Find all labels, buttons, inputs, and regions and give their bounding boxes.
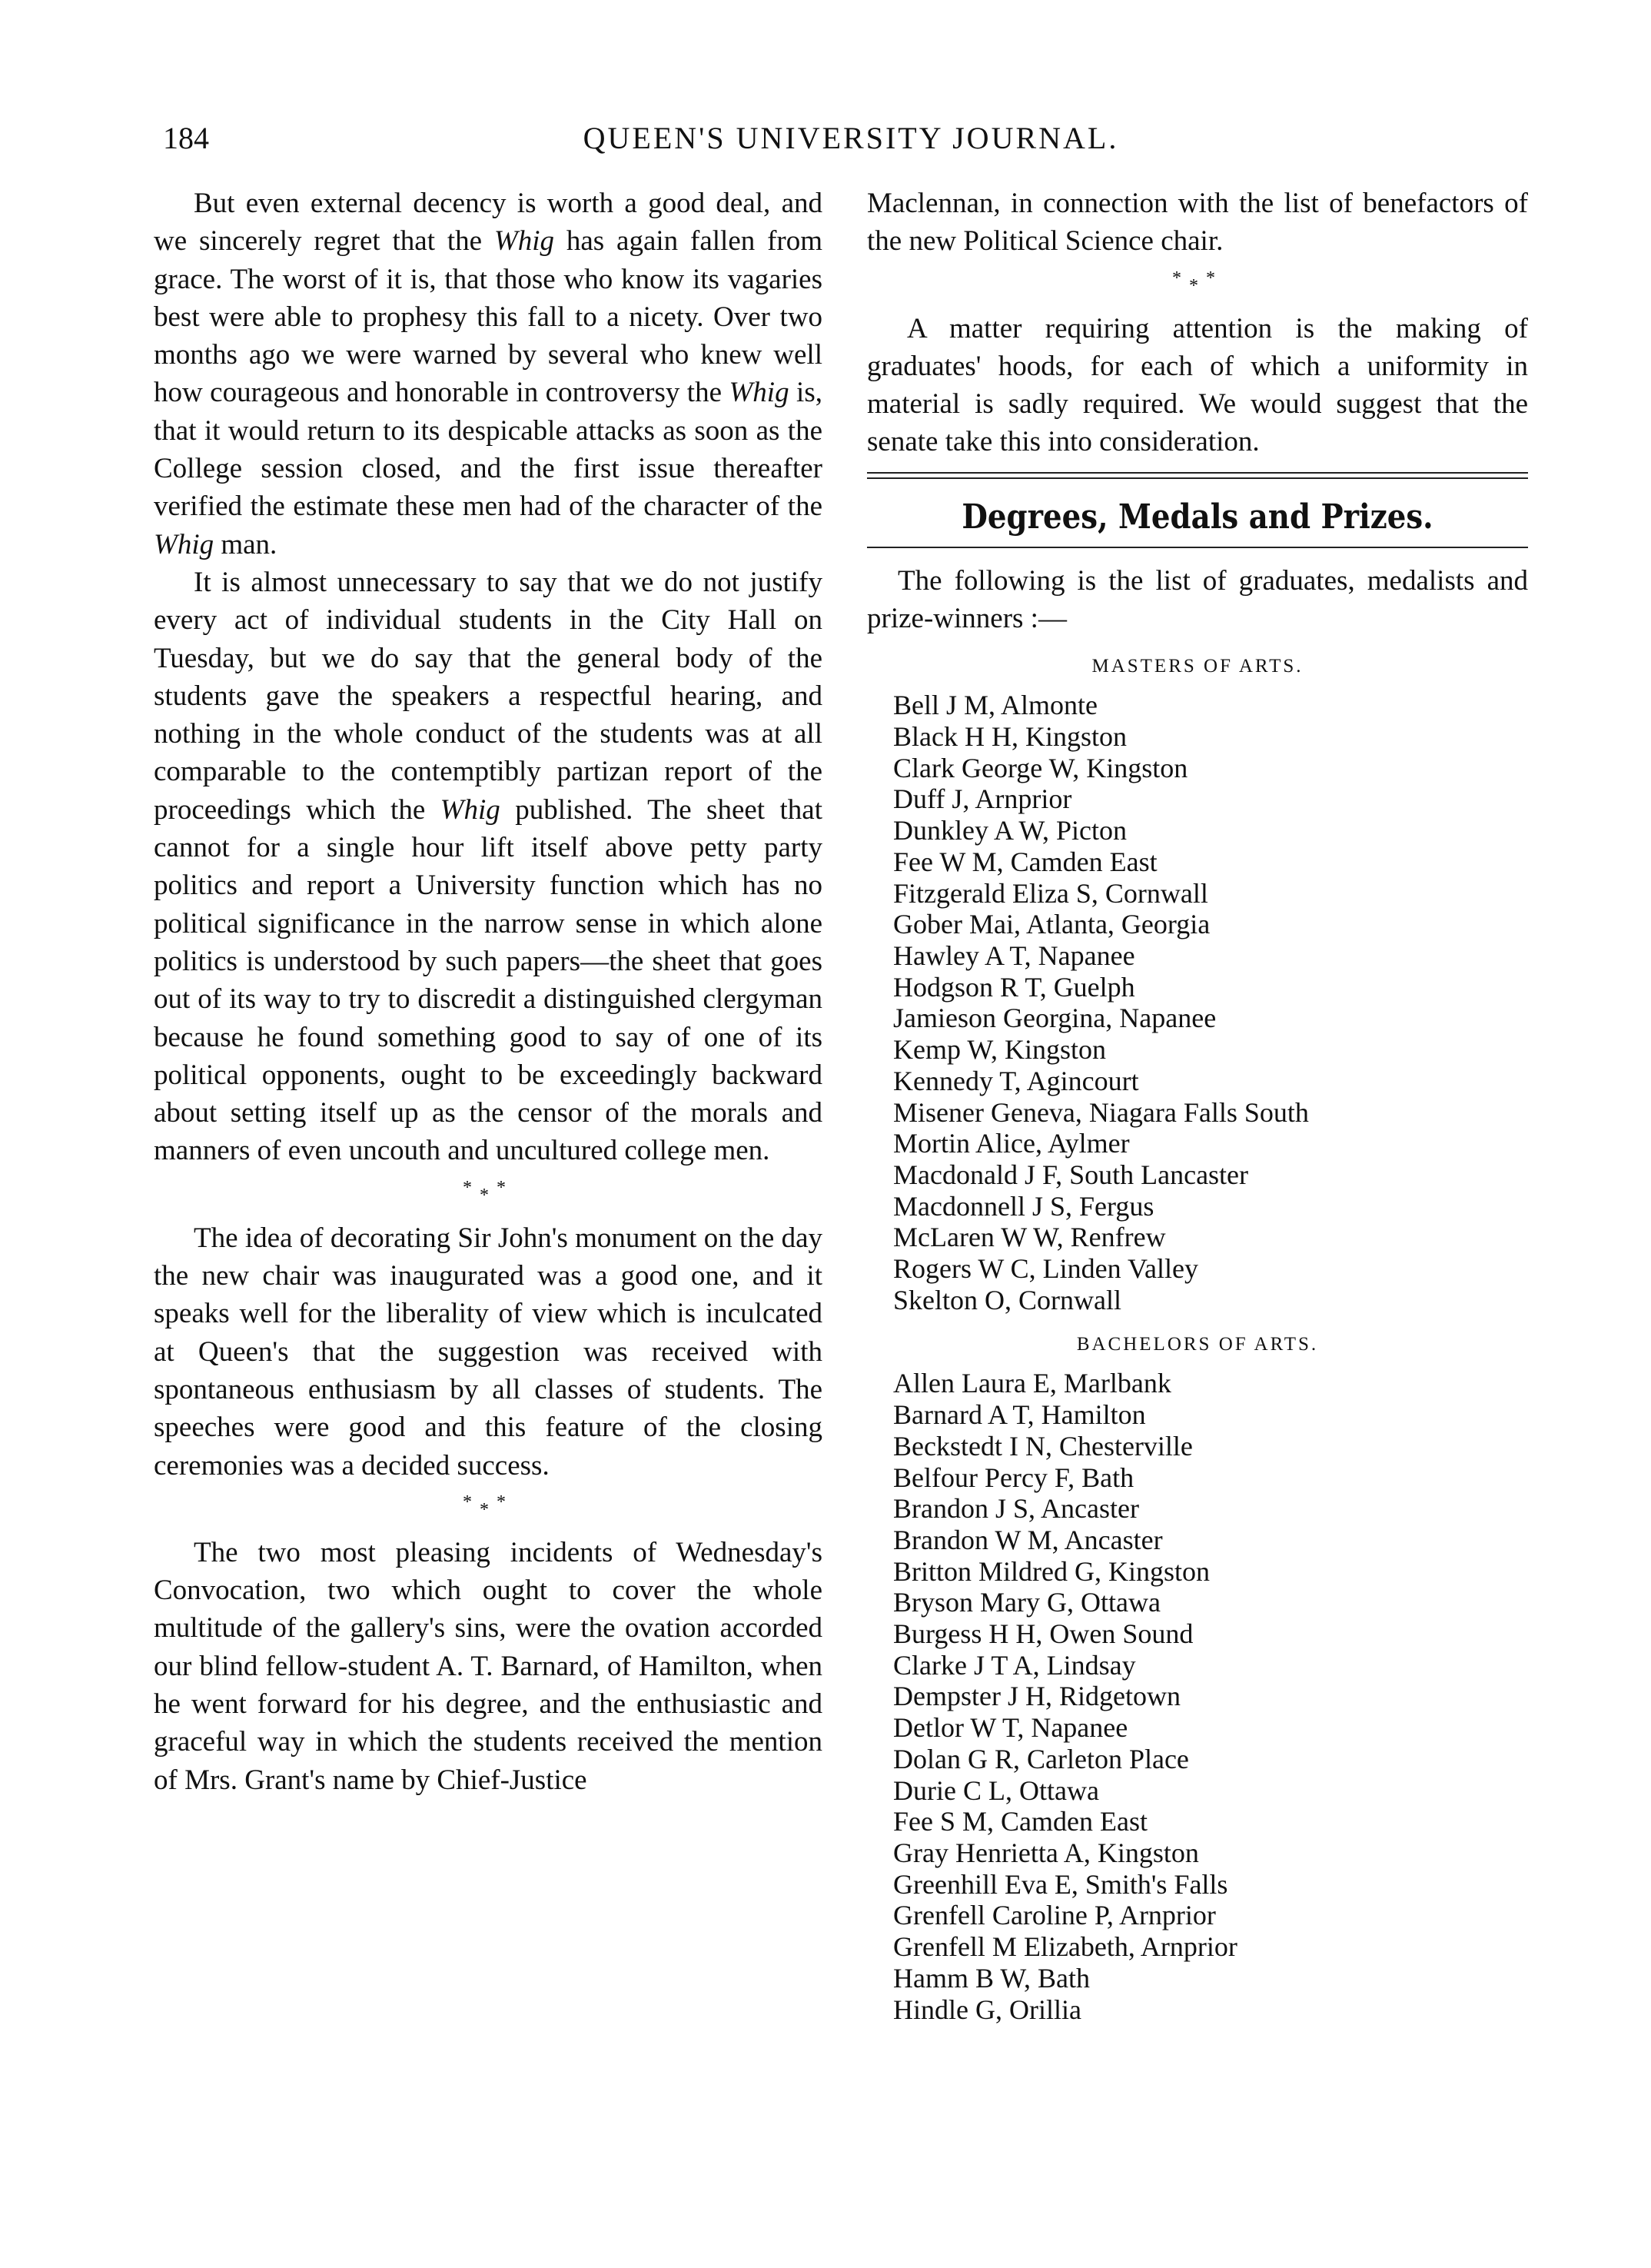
list-item: Brandon J S, Ancaster [893,1493,1139,1525]
bachelors-list [867,1368,1528,2025]
list-item: Black H H, Kingston [893,721,1127,753]
list-item: Gray Henrietta A, Kingston [893,1837,1199,1868]
list-item: Jamieson Georgina, Napanee [893,1003,1217,1034]
list-item: Allen Laura E, Marlbank [893,1368,1171,1399]
list-item: Greenhill Eva E, Smith's Falls [893,1868,1228,1900]
list-item: Duff J, Arnprior [893,783,1072,815]
right-column [867,185,1528,2025]
journal-title: QUEEN'S UNIVERSITY JOURNAL. [583,121,1119,155]
list-item: Burgess H H, Owen Sound [893,1618,1194,1650]
masters-list [867,690,1528,1315]
section-title: Degrees, Medals and Prizes. [962,497,1433,537]
list-item: Durie C L, Ottawa [893,1774,1099,1806]
list-item: Hodgson R T, Guelph [893,971,1135,1003]
list-item: Brandon W M, Ancaster [893,1524,1163,1555]
list-item: Rogers W C, Linden Valley [893,1253,1198,1285]
list-item: Kemp W, Kingston [893,1034,1107,1066]
paragraph-monument: The idea of decorating Sir John's monument on the day the new chair was inaugurated was a good one, and it speaks well for the liberality of view which is inculcated at Queen's that the suggestion was received with spontaneous enthusiasm by all classes of students. The speeches were good and this feature of the closing ceremonies was a decided success. [154,1222,822,1482]
list-item: Belfour Percy F, Bath [893,1462,1134,1493]
paragraph-convocation: The two most pleasing incidents of Wednesday's Convocation, two which ought to cover the whole multitude of the gallery's sins, were the ovation accorded our blind fellow-student A. T. Barnard, of Hamilton, when he went forward for his degree, and the enthusiastic and graceful way in which the students received the mention of Mrs. Grant's name by Chief-Justice [154,1536,822,1796]
list-item: Beckstedt I N, Chesterville [893,1430,1193,1462]
list-item: Clarke J T A, Lindsay [893,1649,1136,1681]
page-number: 184 [163,121,209,155]
list-item: Mortin Alice, Aylmer [893,1128,1130,1159]
list-item: Grenfell M Elizabeth, Arnprior [893,1931,1237,1963]
list-item: Fee W M, Camden East [893,846,1158,877]
asterism-divider: *** [463,1491,513,1520]
list-item: Britton Mildred G, Kingston [893,1555,1210,1587]
list-item: Misener Geneva, Niagara Falls South [893,1096,1309,1128]
list-item: Fitzgerald Eliza S, Cornwall [893,877,1208,909]
double-rule [867,472,1528,479]
list-item: Detlor W T, Napanee [893,1712,1128,1744]
asterism-divider: *** [1172,268,1223,296]
intro-paragraph: The following is the list of graduates, medalists and prize-winners :— [867,564,1528,635]
list-item: Barnard A T, Hamilton [893,1399,1146,1431]
list-item: Clark George W, Kingston [893,752,1188,783]
list-item: Macdonald J F, South Lancaster [893,1159,1249,1190]
paragraph-maclennan: Maclennan, in connection with the list of benefactors of the new Political Science chair. [867,188,1528,258]
list-item: Dolan G R, Carleton Place [893,1743,1189,1774]
list-item: Hamm B W, Bath [893,1962,1091,1994]
list-item: Dempster J H, Ridgetown [893,1681,1181,1712]
list-item: Grenfell Caroline P, Arnprior [893,1900,1216,1931]
list-item: Gober Mai, Atlanta, Georgia [893,909,1211,940]
paragraph-whig-decency: But even external decency is worth a good deal, and we sincerely regret that the Whig has again fallen from grace. The worst of it is, that those who know its vagaries best were able to prophesy this fall to a nicety. Over two months ago we were warned by several who knew well how courageous and honorable in controversy the Whig is, that it would return to its despicable attacks as soon as the College session closed, and the first issue thereafter verified the estimate these men had of the character of the Whig man. [154,188,823,560]
list-item: Macdonnell J S, Fergus [893,1190,1154,1222]
asterism-divider: *** [463,1177,513,1205]
list-item: Skelton O, Cornwall [893,1284,1121,1315]
list-item: Fee S M, Camden East [893,1806,1148,1837]
list-item: Bell J M, Almonte [893,690,1098,721]
masters-heading: MASTERS OF ARTS. [1091,656,1304,677]
list-item: Kennedy T, Agincourt [893,1065,1139,1096]
list-item: Hindle G, Orillia [893,1994,1081,2025]
list-item: McLaren W W, Renfrew [893,1222,1166,1253]
list-item: Bryson Mary G, Ottawa [893,1587,1161,1618]
paragraph-hoods: A matter requiring attention is the making of graduates' hoods, for each of which a uniformity in material is sadly required. We would suggest that the senate take this into consideration. [867,312,1528,458]
list-item: Hawley A T, Napanee [893,940,1135,971]
single-rule [867,547,1528,548]
paragraph-city-hall: It is almost unnecessary to say that we do not justify every act of individual students in the City Hall on Tuesday, but we do say that the general body of the students gave the speakers a respectful hearing, and nothing in the whole conduct of the students was at all comparable to the contemptibly partizan report of the proceedings which the Whig published. The sheet that cannot for a single hour lift itself above petty party politics and report a University function which has no political significance in the narrow sense in which alone politics is understood by such papers—the sheet that goes out of its way to try to discredit a distinguished clergyman because he found something good to say of one of its political opponents, ought to be exceedingly backward about setting itself up as the censor of the morals and manners of even uncouth and uncultured college men. [154,566,822,1167]
left-column [154,185,822,1799]
page-header [163,115,1539,169]
bachelors-heading: BACHELORS OF ARTS. [1076,1334,1319,1355]
list-item: Dunkley A W, Picton [893,815,1128,846]
